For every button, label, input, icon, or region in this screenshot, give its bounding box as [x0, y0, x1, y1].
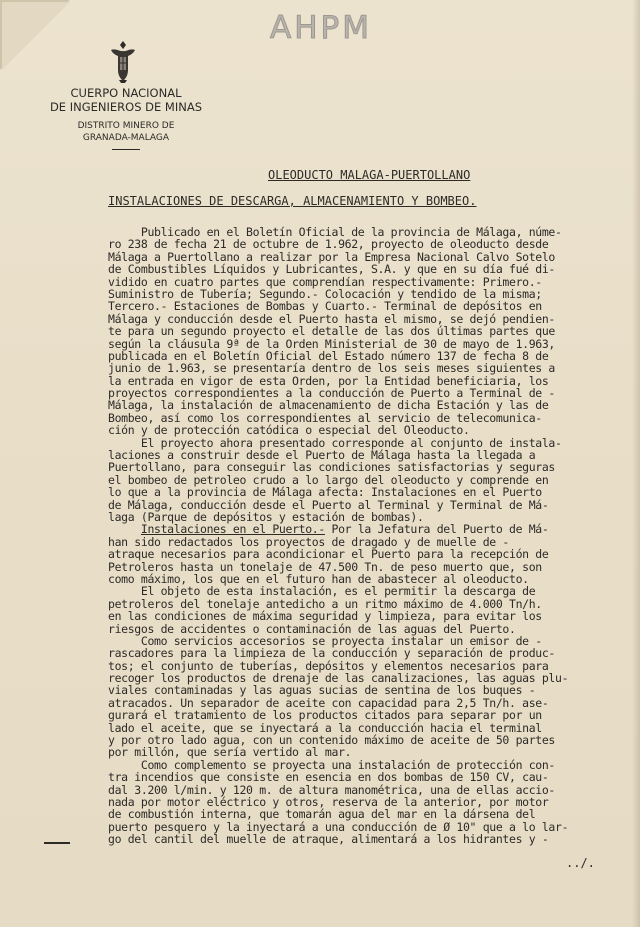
body-line: tos; el conjunto de tuberías, depósitos y elementos necesarios para	[108, 658, 549, 673]
continuation-mark: ../.	[566, 856, 595, 870]
document-body	[108, 226, 630, 846]
letterhead	[42, 86, 210, 150]
body-line: Málaga y conducción desde el Puerto hasta el mismo, se dejó pendien-	[108, 311, 556, 326]
body-line: Publicado en el Boletín Oficial de la provincia de Málaga, núme-	[108, 225, 562, 239]
body-line: El objeto de esta instalación, es el permitir la descarga de	[108, 584, 536, 599]
body-line: lado el aceite, que se inyectará a la conducción hacia el terminal	[108, 720, 542, 735]
body-line: como máximo, los que en el futuro han de abastecer al oleoducto.	[108, 571, 529, 586]
body-line: nada por motor eléctrico y otros, reserva de la anterior, por motor	[108, 794, 549, 809]
body-line: ro 238 de fecha 21 de octubre de 1.962, proyecto de oleoducto desde	[108, 237, 549, 252]
body-line: de Málaga, conducción desde el Puerto al Terminal y Terminal de Má-	[108, 497, 549, 512]
body-line: tra incendios que consiste en esencia en dos bombas de 150 CV, cau-	[108, 770, 549, 785]
body-line: publicada en el Boletín Oficial del Estado número 137 de fecha 8 de	[108, 348, 549, 363]
body-line: dal 3.200 l/min. y 120 m. de altura manométrica, una de ellas accio-	[108, 782, 556, 797]
document-subtitle: INSTALACIONES DE DESCARGA, ALMACENAMIENTO Y BOMBEO.	[108, 194, 477, 208]
body-line: go del cantil del muelle de atraque, alimentará a los hidrantes y -	[108, 832, 549, 847]
body-line: te para un segundo proyecto el detalle de las dos últimas partes que	[108, 324, 556, 339]
body-line	[108, 523, 630, 535]
body-line: Suministro de Tubería; Segundo.- Colocación y tendido de la misma;	[108, 286, 542, 301]
body-line: viales contaminadas y las aguas sucias de sentina de los buques -	[108, 683, 536, 698]
body-line: la entrada en vigor de esta Orden, por la Entidad beneficiaria, los	[108, 373, 549, 388]
body-line: rascadores para la limpieza de la conducción y separación de produc-	[108, 646, 556, 661]
archive-stamp: AHPM	[270, 10, 372, 46]
body-line: laciones a construir desde el Puerto de Málaga hasta la llegada a	[108, 448, 536, 463]
body-line: Como servicios accesorios se proyecta instalar un emisor de -	[108, 633, 542, 648]
page-edge-shadow	[632, 0, 640, 927]
margin-mark	[44, 842, 70, 844]
body-line: Como complemento se proyecta una instalación de protección con-	[108, 757, 556, 772]
body-line: Málaga a Puertollano a realizar por la Empresa Nacional Calvo Sotelo	[108, 249, 556, 264]
body-line: puerto pesquero y la inyectará a una conducción de Ø 10" que a lo lar-	[108, 819, 569, 834]
body-line: por millón, que sería vertido al mar.	[108, 745, 352, 760]
folded-corner-inner	[2, 2, 70, 70]
body-line: recoger los productos de drenaje de las canalizaciones, las aguas plu-	[108, 671, 569, 686]
letterhead-line-1: CUERPO NACIONAL	[70, 86, 182, 100]
body-line: gurará el tratamiento de los productos citados para separar por un	[108, 708, 542, 723]
section-heading-rest: Por la Jefatura del Puerto de Má-	[324, 522, 549, 537]
body-line: han sido redactados los proyectos de dragado y de muelle de -	[108, 534, 509, 549]
body-line: Petroleros hasta un tonelaje de 47.500 Tn. de peso muerto que, son	[108, 559, 542, 574]
body-line: proyectos correspondientes a la conducción de Puerto a Terminal de -	[108, 386, 556, 401]
body-line: según la cláusula 9ª de la Orden Ministerial de 30 de mayo de 1.963,	[108, 336, 556, 351]
body-line: petroleros del tonelaje antedicho a un ritmo máximo de 4.000 Tn/h.	[108, 596, 542, 611]
letterhead-line-4: GRANADA-MALAGA	[82, 133, 170, 143]
body-line: laga (Parque de depósitos y estación de bombas).	[108, 509, 424, 524]
body-line: en las condiciones de máxima seguridad y limpieza, para evitar los	[108, 609, 542, 624]
letterhead-rule	[112, 149, 140, 150]
body-line: ción y de protección catódica o especial del Oleoducto.	[108, 423, 470, 438]
body-line: de combustión interna, que tomarán agua del mar en la dársena del	[108, 807, 536, 822]
body-line: vidido en cuatro partes que comprendían respectivamente: Primero.-	[108, 274, 542, 289]
body-line: Tercero.- Estaciones de Bombas y Cuarto.- Terminal de depósitos en	[108, 299, 542, 314]
document-title: OLEODUCTO MALAGA-PUERTOLLANO	[268, 168, 471, 182]
body-line: Málaga, la instalación de almacenamiento de dicha Estación y las de	[108, 398, 549, 413]
body-line: El proyecto ahora presentado corresponde al conjunto de instala-	[108, 435, 562, 450]
body-line: de Combustibles Líquidos y Lubricantes, S.A. y que en su día fué di-	[108, 262, 556, 277]
letterhead-line-3: DISTRITO MINERO DE	[77, 121, 175, 131]
letterhead-line-2: DE INGENIEROS DE MINAS	[49, 100, 203, 114]
coat-of-arms-icon	[108, 40, 138, 84]
body-line: el bombeo de petroleo crudo a lo largo del oleoducto y comprende en	[108, 472, 549, 487]
body-line: junio de 1.963, se presentaría dentro de los seis meses siguientes a	[108, 361, 556, 376]
body-line: atracados. Un separador de aceite con capacidad para 2,5 Tn/h. ase-	[108, 695, 549, 710]
body-line: lo que a la provincia de Málaga afecta: Instalaciones en el Puerto	[108, 485, 542, 500]
body-line: y por otro lado agua, con un contenido máximo de aceite de 50 partes	[108, 733, 556, 748]
section-heading: Instalaciones en el Puerto.-	[140, 522, 325, 537]
body-line: Bombeo, así como los correspondientes al servicio de telecomunica-	[108, 410, 542, 425]
body-line: atraque necesarios para acondicionar el Puerto para la recepción de	[108, 547, 549, 562]
body-line: riesgos de accidentes o contaminación de las aguas del Puerto.	[108, 621, 516, 636]
body-line: Puertollano, para conseguir las condiciones satisfactorias y seguras	[108, 460, 556, 475]
